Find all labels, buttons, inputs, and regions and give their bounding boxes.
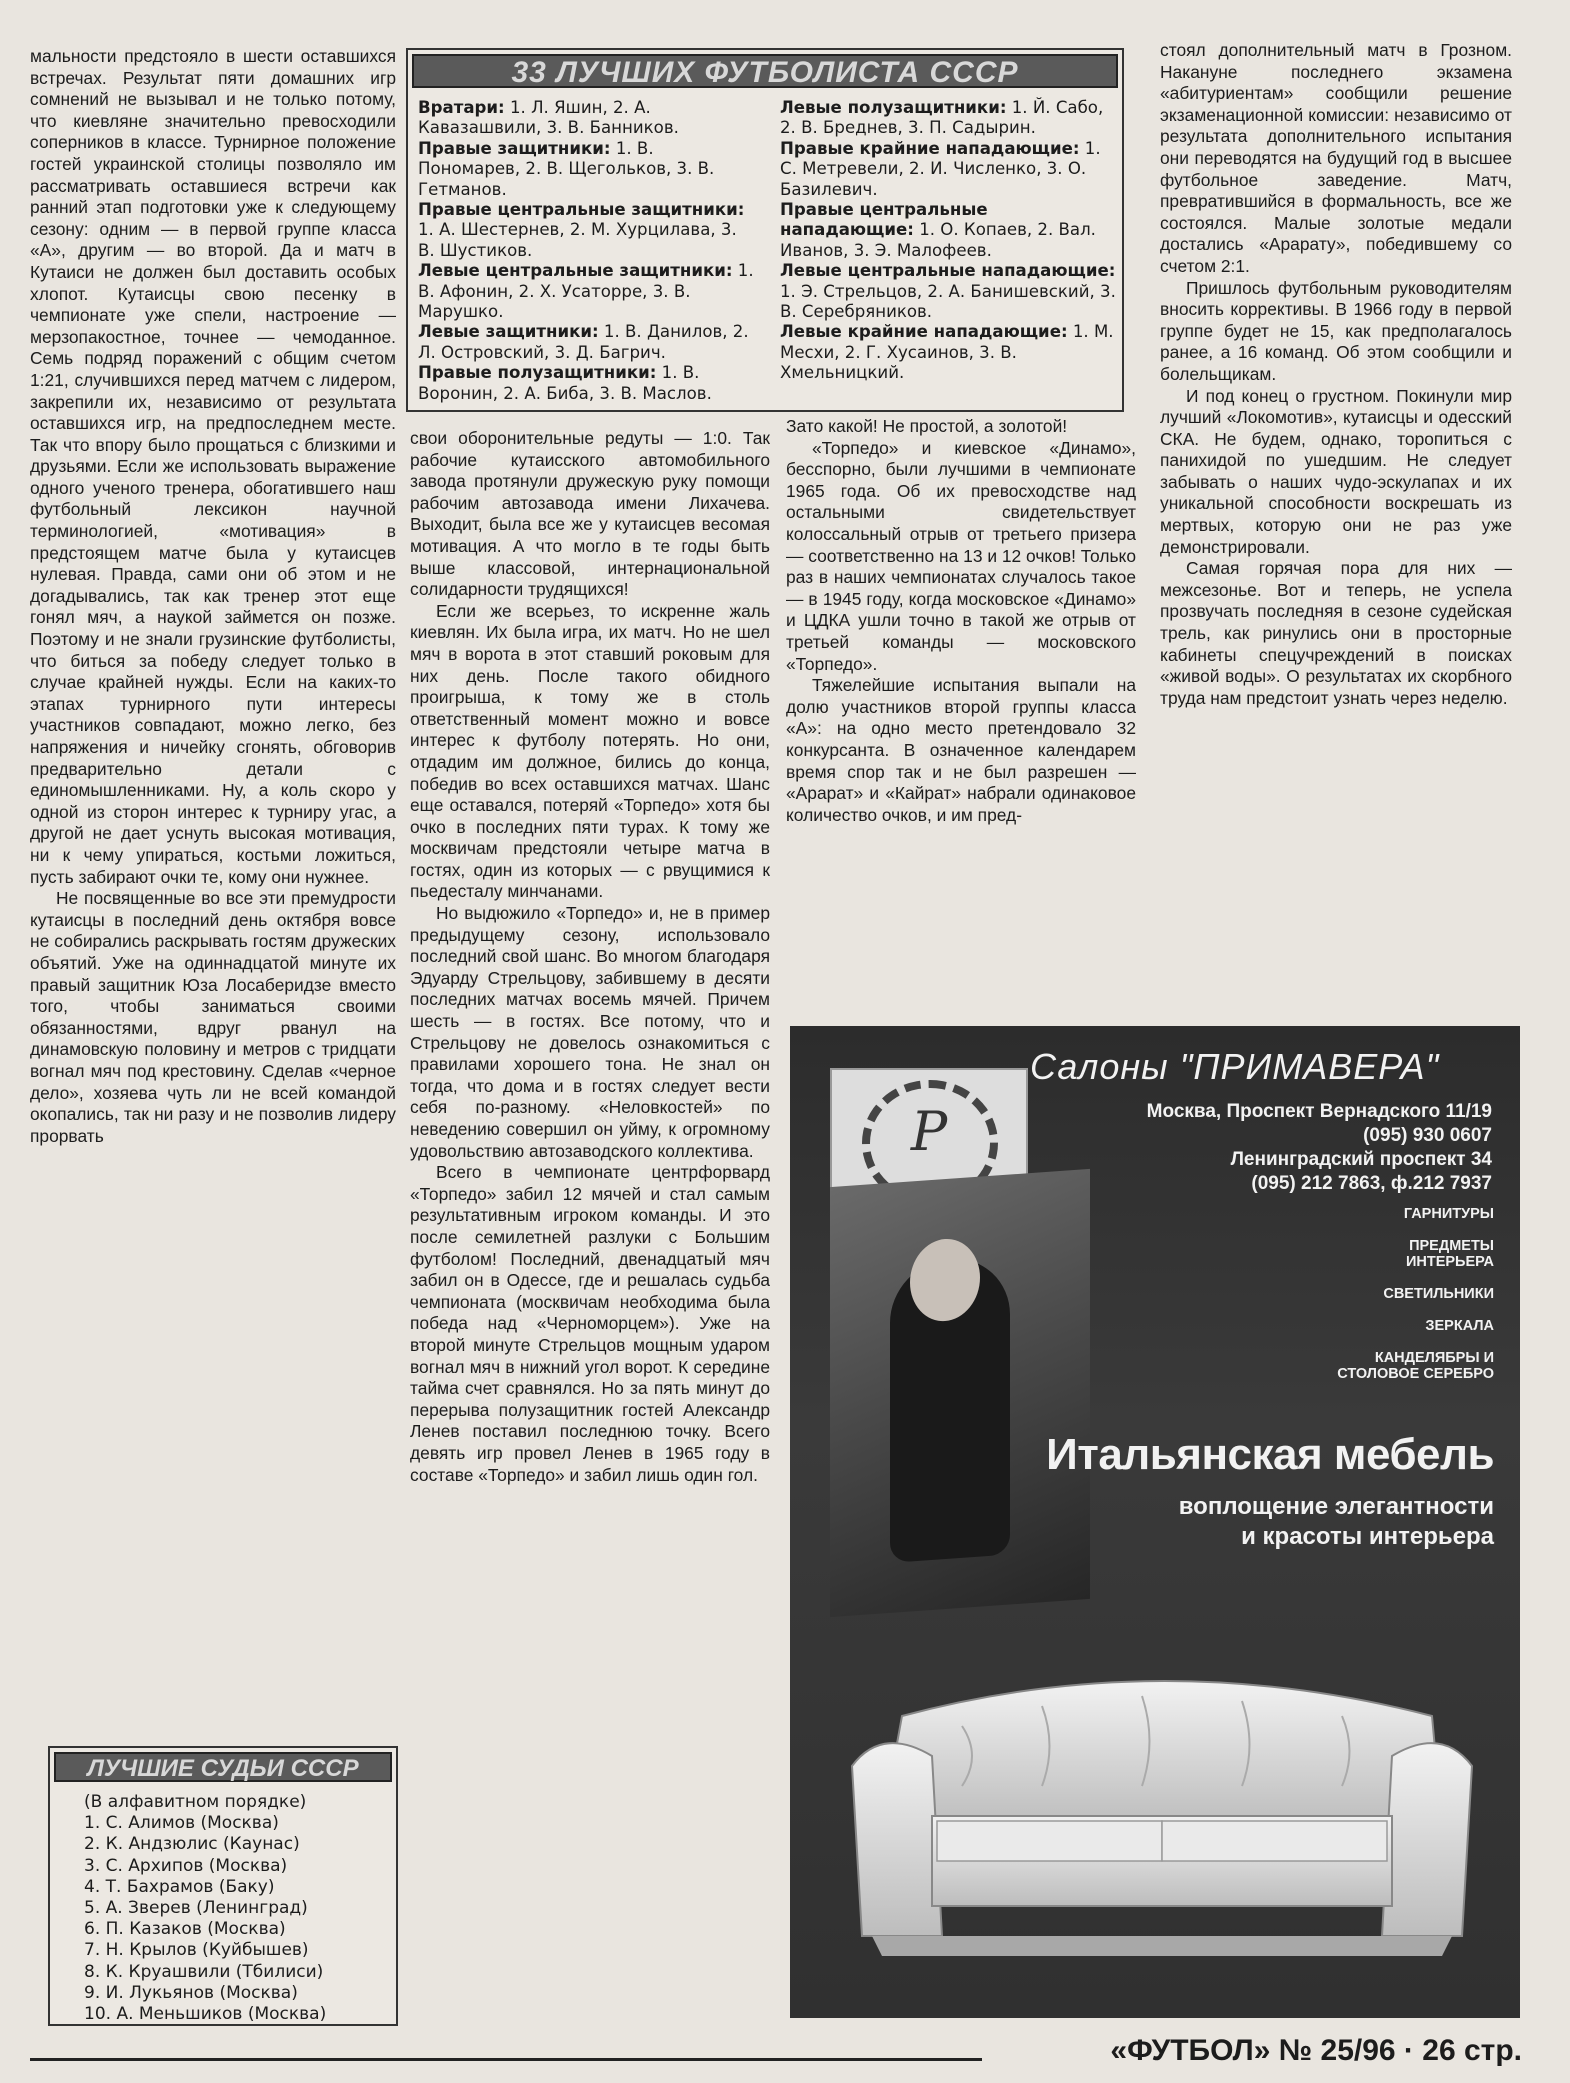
best-players-list-left bbox=[418, 98, 758, 404]
position-label: Правые крайние нападающие: bbox=[780, 138, 1080, 158]
player-names: 1. М. Месхи, 2. Г. Хусаинов, 3. В. Хмельницкий. bbox=[780, 322, 1114, 383]
article-column-4 bbox=[1160, 40, 1512, 1020]
position-label: Вратари: bbox=[418, 98, 505, 117]
player-position-entry bbox=[780, 322, 1120, 383]
referees-note: (В алфавитном порядке) bbox=[84, 1792, 307, 1812]
referee-item: 8. К. Круашвили (Тбилиси) bbox=[84, 1961, 324, 1982]
referee-item: 1. С. Алимов (Москва) bbox=[84, 1813, 279, 1834]
ad-category: СВЕТИЛЬНИКИ bbox=[1383, 1286, 1494, 1302]
player-position-entry bbox=[418, 261, 758, 322]
player-names: 1. Э. Стрельцов, 2. А. Банишевский, 3. В. Серебряников. bbox=[780, 281, 1116, 322]
referee-item: 10. А. Меньшиков (Москва) bbox=[84, 2004, 327, 2025]
best-players-title: 33 ЛУЧШИХ ФУТБОЛИСТА СССР bbox=[412, 54, 1118, 88]
ad-category: ПРЕДМЕТЫ ИНТЕРЬЕРА bbox=[1405, 1238, 1494, 1270]
player-position-entry bbox=[418, 139, 758, 200]
ad-title: Салоны "ПРИМАВЕРА" bbox=[1030, 1046, 1440, 1087]
player-names: 1. С. Метревели, 2. И. Численко, 3. О. Базилевич. bbox=[780, 138, 1101, 199]
article-paragraph: свои оборонительные редуты — 1:0. Так рабочие кутаисского автомобильного завода протянули дружескую руку помощи рабочим автозавода имени Лихачева. Выходит, была все же у кутаисцев весомая мотивация. А что могло в те годы быть выше классовой, интернациональной солидарности трудящихся! bbox=[410, 428, 770, 600]
article-paragraph: Если же всерьез, то искренне жаль киевлян. Их была игра, их матч. Но не шел мяч в ворота в этот ставший роковым для них день. После такого обидного проигрыша, к тому же в столь ответственный момент можно и вовсе интерес к футболу потерять. Но они, отдадим им должное, бились до конца, победив во всех оставшихся матчах. Шанс еще оставался, потеряй «Торпедо» хотя бы очко в последних пяти турах. К тому же москвичам предстояли четыре матча в гостях, один из которых — с рвущимися к пьедесталу минчанами. bbox=[410, 600, 770, 902]
best-referees-list bbox=[84, 1792, 326, 2025]
referee-item: 6. П. Казаков (Москва) bbox=[84, 1919, 286, 1940]
player-position-entry bbox=[418, 200, 758, 261]
referee-item: 9. И. Лукьянов (Москва) bbox=[84, 1982, 298, 2003]
position-label: Левые центральные нападающие: bbox=[780, 261, 1116, 281]
logo-monogram: P bbox=[910, 1100, 948, 1163]
best-players-list-right bbox=[780, 98, 1120, 384]
referee-item: 7. Н. Крылов (Куйбышев) bbox=[84, 1940, 309, 1961]
position-label: Правые полузащитники: bbox=[418, 363, 657, 383]
position-label: Левые центральные защитники: bbox=[418, 261, 733, 281]
ad-subline-line: воплощение элегантности bbox=[1178, 1493, 1494, 1520]
referee-item: 5. А. Зверев (Ленинград) bbox=[84, 1898, 308, 1919]
article-column-2 bbox=[410, 428, 770, 2068]
player-names: 1. Л. Яшин, 2. А. Кавазашвили, 3. В. Банников. bbox=[418, 98, 679, 138]
player-position-entry bbox=[780, 139, 1120, 200]
ad-subline bbox=[1179, 1492, 1494, 1552]
player-names: 1. В. Пономарев, 2. В. Щегольков, 3. В. Гетманов. bbox=[418, 138, 715, 199]
best-players-box bbox=[406, 48, 1124, 412]
page-footer: «ФУТБОЛ» № 25/96 · 26 стр. bbox=[1110, 2034, 1522, 2067]
ad-address-line: Ленинградский проспект 34 bbox=[1230, 1149, 1492, 1170]
article-paragraph: И под конец о грустном. Покинули мир лучший «Локомотив», кутаисцы и одесский СКА. Не будем, однако, торопиться с панихидой по ушедшим. Не следует забывать о наших чудо-эскулапах и их уникальной способности воскрешать из мертвых, которую они не раз уже демонстрировали. bbox=[1160, 385, 1512, 557]
player-names: 1. В. Афонин, 2. Х. Усаторре, 3. В. Марушко. bbox=[418, 261, 754, 322]
article-paragraph: Всего в чемпионате центрфорвард «Торпедо» забил 12 мячей и стал самым результативным игроком команды. И это после семилетней разлуки с Большим футболом! Последний, двенадцатый мяч забил он в Одессе, где и решалась судьба чемпионата (москвичам необходима была победа над «Черноморцем»). Уже на второй минуте Стрельцов мощным ударом вогнал мяч в нижний угол ворот. К середине тайма счет сравнялся. Но за пять минут до перерыва полузащитник гостей Александр Ленев поставил последнюю точку. Всего девять игр провел Ленев в 1965 году в составе «Торпедо» и забил лишь один гол. bbox=[410, 1162, 770, 1485]
article-column-1 bbox=[30, 46, 396, 1738]
article-paragraph: «Торпедо» и киевское «Динамо», бесспорно, были лучшими в чемпионате 1965 года. Об их превосходстве над остальными свидетельствует колоссальный отрыв от третьего призера — соответственно на 13 и 12 очков! Только раз в наших чемпионатах случалось такое — в 1945 году, когда московское «Динамо» и ЦДКА ушли точно в такой же отрыв от третьей команды — московского «Торпедо». bbox=[786, 437, 1136, 674]
footer-rule bbox=[30, 2058, 982, 2061]
article-column-3 bbox=[786, 416, 1136, 1016]
ad-address bbox=[1147, 1100, 1492, 1196]
player-position-entry bbox=[780, 261, 1120, 322]
referee-item: 3. С. Архипов (Москва) bbox=[84, 1855, 288, 1876]
position-label: Правые центральные нападающие: bbox=[780, 200, 988, 240]
best-referees-box bbox=[48, 1746, 398, 2026]
article-paragraph: Пришлось футбольным руководителям вносить коррективы. В 1966 году в первой группе будет не 15, как предполагалось ранее, а 16 команд. Об этом сообщили и болельщикам. bbox=[1160, 277, 1512, 384]
sofa-illustration bbox=[842, 1606, 1482, 1986]
position-label: Правые центральные защитники: bbox=[418, 200, 745, 220]
ad-category: КАНДЕЛЯБРЫ И СТОЛОВОЕ СЕРЕБРО bbox=[1337, 1350, 1494, 1382]
article-paragraph: стоял дополнительный матч в Грозном. Накануне последнего экзамена «абитуриентам» сообщили решение экзаменационной комиссии: независимо от результата дополнительного испытания они переводятся на будущий год в высшее футбольное заведение. Матч, превратившийся в формальность, все же состоялся. Малые золотые медали достались «Арарату», победившему со счетом 2:1. bbox=[1160, 40, 1512, 276]
player-names: 1. Й. Сабо, 2. В. Бреднев, 3. П. Садырин. bbox=[780, 98, 1104, 138]
player-position-entry bbox=[780, 98, 1120, 139]
primavera-advertisement bbox=[790, 1026, 1520, 2018]
player-names: 1. В. Данилов, 2. Л. Островский, 3. Д. Багрич. bbox=[418, 322, 749, 362]
best-referees-title: ЛУЧШИЕ СУДЬИ СССР bbox=[54, 1752, 392, 1782]
player-position-entry bbox=[418, 363, 758, 404]
article-paragraph: Зато какой! Не простой, а золотой! bbox=[786, 416, 1068, 436]
ad-headline: Итальянская мебель bbox=[1046, 1430, 1494, 1479]
player-position-entry bbox=[780, 200, 1120, 261]
ad-category: ГАРНИТУРЫ bbox=[1403, 1206, 1494, 1222]
player-names: 1. О. Копаев, 2. Вал. Иванов, 3. Э. Малофеев. bbox=[780, 220, 1096, 260]
referee-item: 2. К. Андзюлис (Каунас) bbox=[84, 1834, 300, 1855]
ad-subline-line: и красоты интерьера bbox=[1241, 1523, 1494, 1550]
ad-category: ЗЕРКАЛА bbox=[1425, 1318, 1494, 1334]
ad-address-line: Москва, Проспект Вернадского 11/19 bbox=[1146, 1101, 1492, 1122]
player-names: 1. А. Шестернев, 2. М. Хурцилава, 3. В. Шустиков. bbox=[418, 220, 737, 260]
player-position-entry bbox=[418, 322, 758, 363]
referee-item: 4. Т. Бахрамов (Баку) bbox=[84, 1876, 275, 1897]
ad-address-line: (095) 212 7863, ф.212 7937 bbox=[1251, 1173, 1492, 1194]
article-paragraph: Самая горячая пора для них — межсезонье. Вот и теперь, не успела прозвучать последняя в сезоне судейская трель, как ринулись они в просторные кабинеты спецучреждений в поисках «живой воды». О результатах их скорбного труда нам предстоит узнать через неделю. bbox=[1160, 558, 1512, 708]
ad-address-line: (095) 930 0607 bbox=[1363, 1125, 1492, 1146]
position-label: Правые защитники: bbox=[418, 138, 611, 158]
position-label: Левые защитники: bbox=[418, 322, 599, 342]
ad-categories bbox=[1324, 1206, 1494, 1398]
position-label: Левые полузащитники: bbox=[780, 98, 1007, 117]
player-names: 1. В. Воронин, 2. А. Биба, 3. В. Маслов. bbox=[418, 363, 712, 403]
ad-model-photo bbox=[830, 1169, 1090, 1617]
article-paragraph: мальности предстояло в шести оставшихся встречах. Результат пяти домашних игр сомнений не вызывал и не только потому, что киевляне значительно превосходили соперников в классе. Турнирное положение гостей украинской столицы позволяло им рассматривать оставшиеся встречи как ранний этап подготовки уже к следующему сезону: одним — в первой группе класса «А», другим — во второй. Да и матч в Кутаиси не должен был доставить особых хлопот. Кутаисцы свою песенку в чемпионате уже спели, настроение — мерзопакостное, точнее — чемоданное. Семь подряд поражений с общим счетом 1:21, случившихся перед матчем с лидером, закрепили их, независимо от результата оставшихся игр, на предпоследнем месте. Так что впору было прощаться с близкими и друзьями. Если же использовать выражение одного ученого тренера, обогатившего наш футбольный лексикон научной терминологией, «мотивация» в предстоящем матче была у кутаисцев нулевая. Правда, сами они об этом и не догадывались, так как тренер этот еще гонял мяч, а наукой займется он позже. Поэтому и не знали грузинские футболисты, что биться за победу следует только в случае крайней нужды. Если на каких-то этапах турнирного пути интересы участников совпадают, можно легко, без напряжения и ничейку сгонять, обговорив предварительно детали с единомышленниками. Ну, а коль скоро у одной из сторон интерес к турниру угас, а другой не дает уснуть высокая мотивация, ни к чему упираться, костьми ложиться, пусть забирают очки те, кому они нужнее. bbox=[30, 46, 396, 887]
article-paragraph: Не посвященные во все эти премудрости кутаисцы в последний день октября вовсе не собирались раскрывать гостям дружеских объятий. Уже на одиннадцатой минуте их правый защитник Юза Лосаберидзе вместо того, чтобы заниматься своими обязанностями, вдруг рванул на динамовскую половину и метров с тридцати вогнал мяч под крестовину. Сделав «черное дело», хозяева чуть ли не всей командой окопались, так ни разу и не позволив лидеру прорвать bbox=[30, 888, 396, 1146]
article-paragraph: Но выдюжило «Торпедо» и, не в пример предыдущему сезону, использовало последний свой шанс. Во многом благодаря Эдуарду Стрельцову, забившему в десяти последних матчах восемь мячей. Причем шесть — в гостях. Все потому, что и Стрельцову не довелось ознакомиться с правилами хорошего тона. Не знал он тогда, что дома и в гостях следует вести себя по-разному. «Неловкостей» по неведению совершил он уйму, к огромному удовольствию автозаводского коллектива. bbox=[410, 903, 770, 1161]
player-position-entry bbox=[418, 98, 758, 139]
position-label: Левые крайние нападающие: bbox=[780, 322, 1068, 342]
article-paragraph: Тяжелейшие испытания выпали на долю участников второй группы класса «А»: на одно место претендовало 32 конкурсанта. В означенное календарем время спор так и не был разрешен — «Арарат» и «Кайрат» набрали одинаковое количество очков, и им пред- bbox=[786, 675, 1136, 825]
